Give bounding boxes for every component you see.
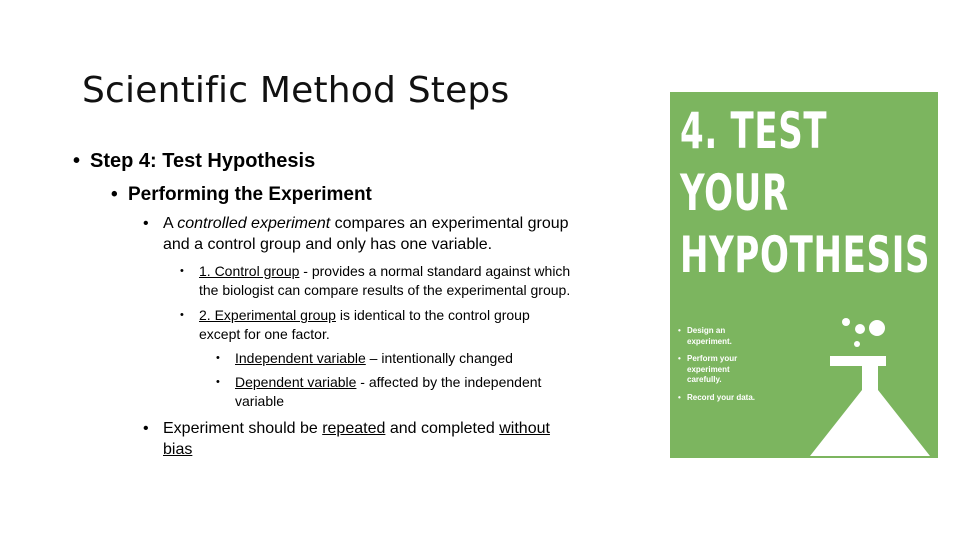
text-segment: - provides a normal standard against which <box>299 263 571 279</box>
poster-headline-line: 4. TEST <box>680 102 828 160</box>
bias-term: bias <box>163 441 193 458</box>
bullet-dot: • <box>216 376 220 388</box>
poster-headline-line: YOUR <box>680 164 789 222</box>
text-line: variable <box>235 393 285 409</box>
bullet-control-group <box>180 262 571 300</box>
independent-variable-term: Independent variable <box>235 350 366 366</box>
controlled-experiment-term: controlled experiment <box>177 215 331 232</box>
performing-label: Performing the Experiment <box>128 184 372 205</box>
poster-headline <box>680 100 930 286</box>
bullet-dependent-variable <box>216 373 542 411</box>
bullet-experimental-group <box>180 306 530 344</box>
poster-list-text: Design an experiment. <box>687 326 732 346</box>
bullet-dot: • <box>216 352 220 364</box>
bullet-repeated <box>143 418 550 460</box>
poster-step-list <box>678 326 756 410</box>
text-segment: - affected by the independent <box>356 374 542 390</box>
poster-list-item: • Design an experiment. <box>678 326 732 346</box>
test-hypothesis-poster <box>670 92 938 458</box>
bullet-dot: • <box>180 309 184 321</box>
bullet-dot: • <box>180 265 184 277</box>
bullet-dot: • <box>111 184 118 205</box>
poster-list-item: • Record your data. <box>678 392 756 402</box>
bullet-performing <box>111 184 372 206</box>
slide-title: Scientific Method Steps <box>82 70 510 111</box>
text-line: the biologist can compare results of the experimental group. <box>199 282 571 298</box>
flask-icon <box>802 314 938 456</box>
text-segment: and completed <box>385 420 500 437</box>
without-term: without <box>499 420 550 437</box>
bullet-dot: • <box>73 150 81 172</box>
text-segment: is identical to the control group <box>335 307 530 323</box>
text-segment: A <box>163 215 178 232</box>
bullet-step-4 <box>73 150 316 173</box>
dependent-variable-term: Dependent variable <box>235 374 357 390</box>
text-line: except for one factor. <box>199 326 330 342</box>
poster-list-text: Record your data. <box>687 392 756 402</box>
bullet-controlled-experiment <box>143 213 569 255</box>
bullet-dot: • <box>143 420 149 437</box>
control-group-term: 1. Control group <box>199 263 300 279</box>
text-segment: Experiment should be <box>163 420 323 437</box>
text-segment: – intentionally changed <box>365 350 513 366</box>
text-segment: compares an experimental group <box>330 215 569 232</box>
experimental-group-term: 2. Experimental group <box>199 307 336 323</box>
poster-list-text: Perform your experiment carefully. <box>687 354 738 384</box>
bullet-dot: • <box>143 215 149 232</box>
poster-list-item: • Perform your experiment carefully. <box>678 354 738 384</box>
bullet-independent-variable <box>216 349 513 368</box>
poster-headline-line: HYPOTHESIS <box>680 226 931 284</box>
text-line: and a control group and only has one variable. <box>163 236 493 253</box>
step-label: Step 4: Test Hypothesis <box>90 150 316 172</box>
repeated-term: repeated <box>322 420 386 437</box>
